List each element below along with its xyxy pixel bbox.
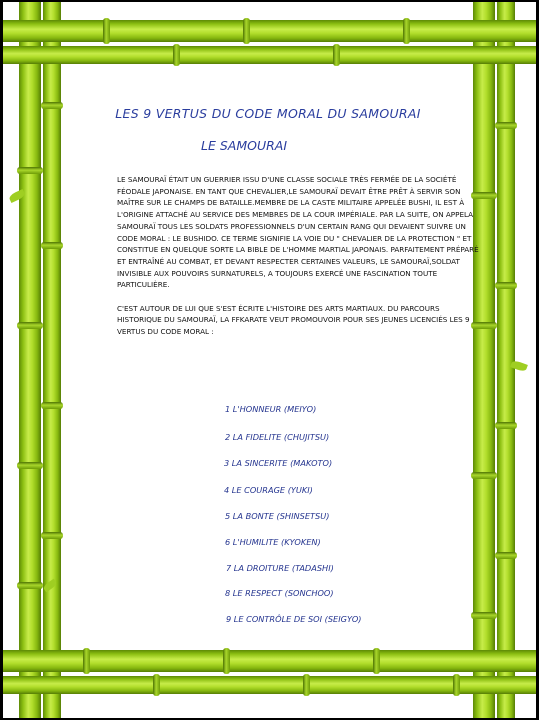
intro-paragraph: C'EST AUTOUR DE LUI QUE S'EST ÉCRITE L'HISTOIRE DES ARTS MARTIAUX. DU PARCOURS HISTORIQUE DU SAMOURAÏ, LA FFKARATE VEUT PROMOUVOIR POUR SES JEUNES LICENCIÉS LES 9 VERTUS DU CODE MORAL : (117, 303, 470, 337)
bamboo-stalk-bottom (3, 650, 536, 672)
virtue-item: 8 LE RESPECT (SONCHOO) (225, 588, 334, 598)
intro-paragraph: LE SAMOURAÏ ÉTAIT UN GUERRIER ISSU D'UNE CLASSE SOCIALE TRÈS FERMÉE DE LA SOCIÉTÉ FÉODALE JAPONAISE. EN TANT QUE CHEVALIER,LE SAMOURAÏ DEVAIT ÊTRE PRÊT À SERVIR SON MAÎTRE SUR LE CHAMPS DE BATAILLE.MEMBRE DE LA CASTE MILITAIRE APPELÉE BUSHI, IL EST À L'ORIGINE ATTACHÉ AU SERVICE DES MEMBRES DE LA COUR IMPÉRIALE. PAR LA SUITE, ON APPELA SAMOURAÏ TOUS LES SOLDATS PROFESSIONNELS D'UN CERTAIN RANG QUI DEVAIENT SUIVRE UN CODE MORAL : LE BUSHIDO. CE TERME SIGNIFIE LA VOIE DU " CHEVALIER DE LA PROTECTION " ET CONSTITUE EN QUELQUE SORTE LA BIBLE DE L'HOMME MARTIAL JAPONAIS. PARFAITEMENT PRÉPARÉ ET ENTRAÎNÉ AU COMBAT, ET DEVANT RESPECTER CERTAINES VALEURS, LE SAMOURAÏ,SOLDAT INVISIBLE AUX POUVOIRS SURNATURELS, A TOUJOURS EXERCÉ UNE FASCINATION TOUTE PARTICULIÈRE. (117, 175, 479, 290)
virtue-item: 6 L'HUMILITE (KYOKEN) (225, 537, 321, 547)
virtue-item: 9 LE CONTRÔLE DE SOI (SEIGYO) (226, 614, 362, 624)
bamboo-stalk-right (473, 2, 495, 718)
virtue-item: 1 L'HONNEUR (MEIYO) (225, 404, 317, 414)
virtue-item: 5 LA BONTE (SHINSETSU) (225, 511, 330, 521)
virtue-item: 7 LA DROITURE (TADASHI) (226, 563, 334, 573)
bamboo-stalk-left (19, 2, 41, 718)
bamboo-stalk-bottom-inner (3, 676, 536, 694)
bamboo-stalk-left-inner (43, 2, 61, 718)
virtue-item: 2 LA FIDELITE (CHUJITSU) (225, 432, 330, 442)
bamboo-stalk-top-inner (3, 46, 536, 64)
poster-page (3, 2, 536, 718)
page-subtitle: LE SAMOURAI (201, 138, 288, 153)
page-title: LES 9 VERTUS DU CODE MORAL DU SAMOURAI (115, 106, 421, 121)
virtue-item: 4 LE COURAGE (YUKI) (224, 485, 313, 495)
intro-text (117, 174, 479, 350)
virtue-item: 3 LA SINCERITE (MAKOTO) (224, 458, 333, 468)
bamboo-stalk-right-inner (497, 2, 515, 718)
bamboo-stalk-top (3, 20, 536, 42)
